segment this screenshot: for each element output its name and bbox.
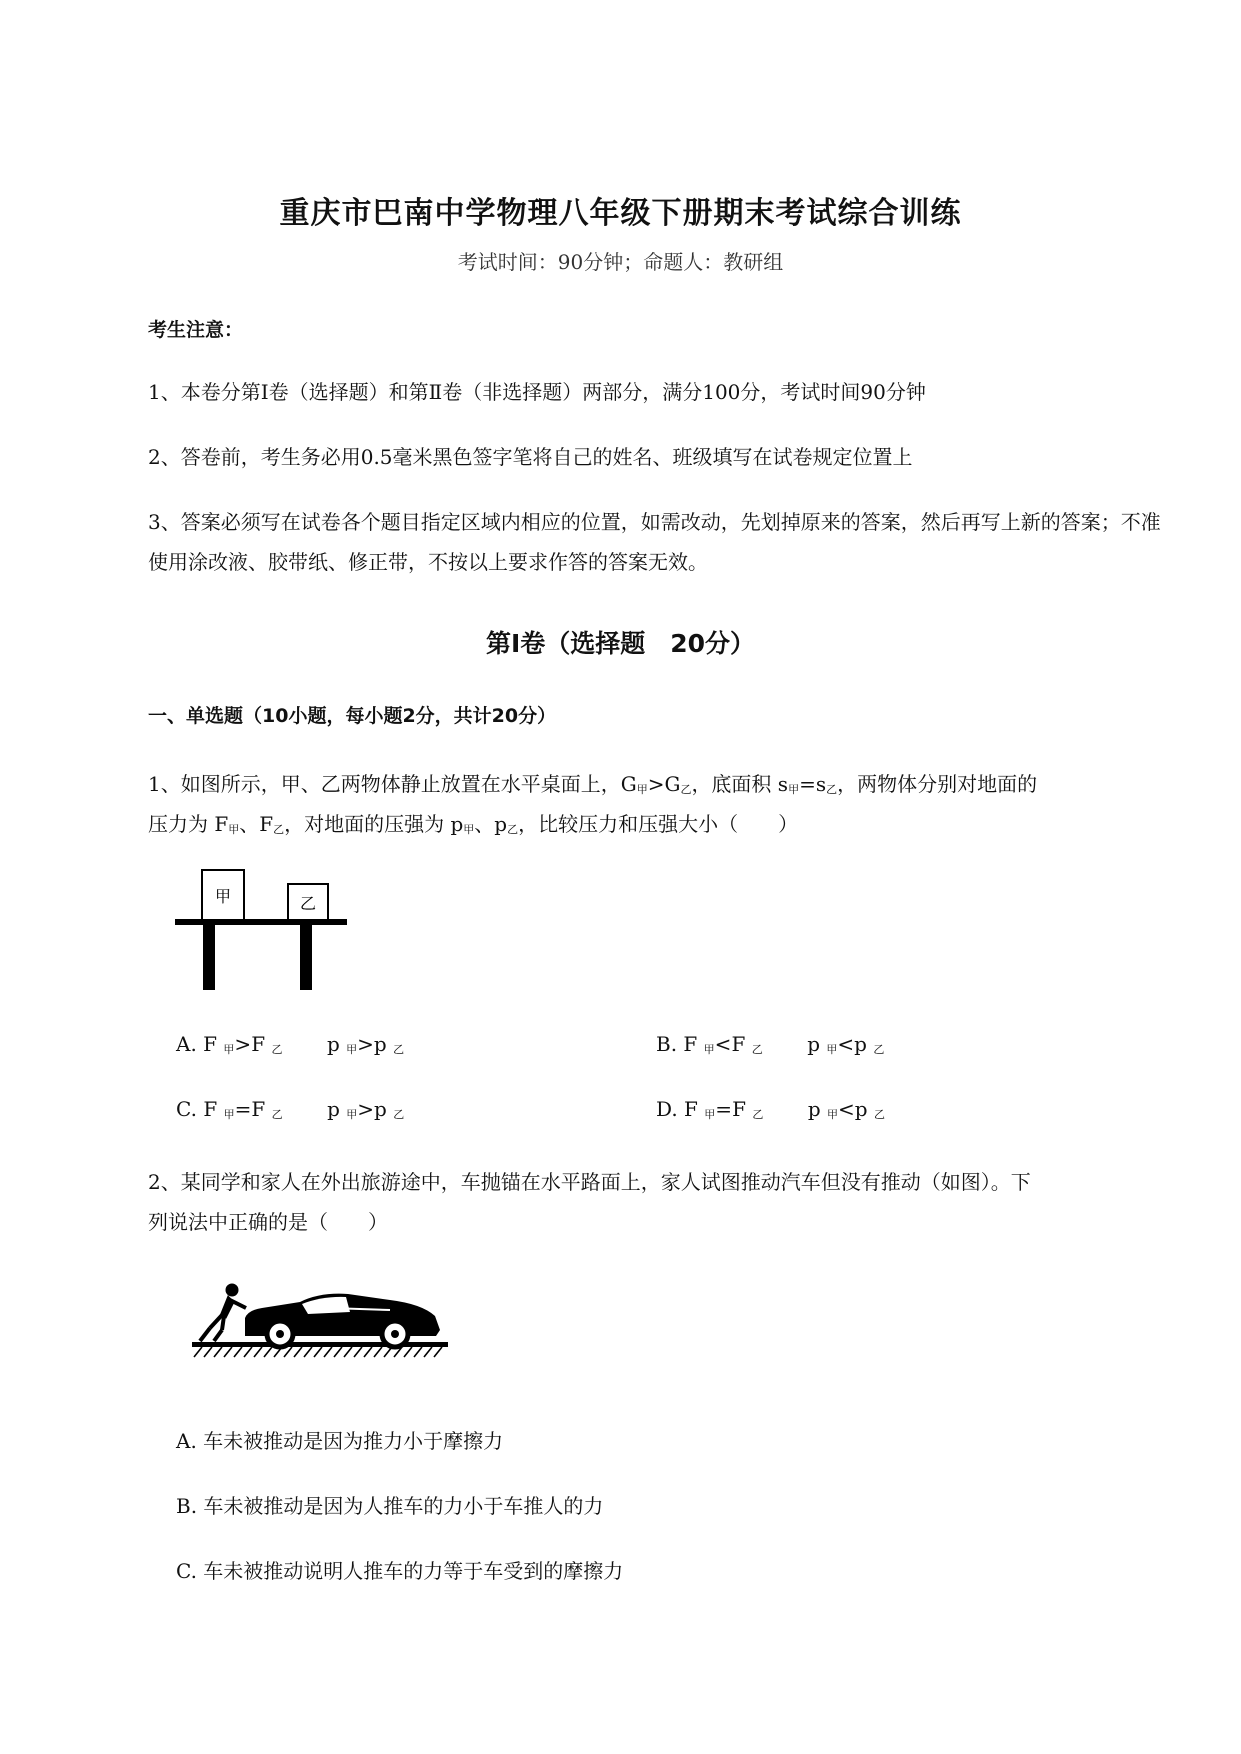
notice-item-1: 1、本卷分第I卷（选择题）和第Ⅱ卷（非选择题）两部分，满分100分，考试时间90分钟 bbox=[148, 380, 926, 404]
q1-option-a[interactable]: A. F $_甲$>F $_乙$ p $_甲$>p $_乙$ bbox=[176, 1032, 405, 1056]
ground bbox=[192, 1342, 448, 1347]
table-top bbox=[175, 919, 347, 925]
notice-item-3: 3、答案必须写在试卷各个题目指定区域内相应的位置，如需改动，先划掉原来的答案，然后再写上新的答案；不准使用涂改液、胶带纸、修正带，不按以上要求作答的答案无效。 bbox=[148, 510, 1161, 574]
q2-stem-line2: 列说法中正确的是（ ） bbox=[148, 1210, 388, 1234]
part-heading: 一、单选题（10小题，每小题2分，共计20分） bbox=[148, 705, 557, 727]
table-leg-right bbox=[300, 925, 312, 990]
notice-heading: 考生注意： bbox=[148, 319, 244, 341]
exam-subtitle: 考试时间：90分钟；命题人：教研组 bbox=[457, 250, 784, 274]
ground-hatch bbox=[194, 1347, 442, 1357]
person-pushing bbox=[200, 1284, 246, 1341]
box-yi-label: 乙 bbox=[299, 894, 317, 913]
q2-stem-line1: 2、某同学和家人在外出旅游途中，车抛锚在水平路面上，家人试图推动汽车但没有推动（如图）。下 bbox=[148, 1170, 1031, 1194]
q1-stem-line2: 压力为 $F_甲$、$F_乙$，对地面的压强为 $p_甲$、$p_乙$，比较压力和压强大小（ ） bbox=[148, 812, 799, 836]
section-title: 第I卷（选择题 20分） bbox=[485, 629, 756, 658]
q1-stem-line1: 1、如图所示，甲、乙两物体静止放置在水平桌面上，$G_甲>G_乙$，底面积 $s_甲=s_乙$，两物体分别对地面的 bbox=[148, 772, 1038, 796]
q2-option-c[interactable]: C. 车未被推动说明人推车的力等于车受到的摩擦力 bbox=[176, 1559, 624, 1583]
q1-option-b[interactable]: B. F $_甲$<F $_乙$ p $_甲$<p $_乙$ bbox=[656, 1032, 885, 1056]
table-leg-left bbox=[203, 925, 215, 990]
q2-option-a[interactable]: A. 车未被推动是因为推力小于摩擦力 bbox=[176, 1429, 504, 1453]
q1-option-d[interactable]: D. F $_甲$=F $_乙$ p $_甲$<p $_乙$ bbox=[656, 1097, 885, 1121]
q2-option-b[interactable]: B. 车未被推动是因为人推车的力小于车推人的力 bbox=[176, 1494, 604, 1518]
q1-option-c[interactable]: C. F $_甲$=F $_乙$ p $_甲$>p $_乙$ bbox=[176, 1097, 405, 1121]
q1-table-figure bbox=[170, 868, 355, 992]
q2-push-car-figure bbox=[190, 1282, 455, 1362]
box-jia-label: 甲 bbox=[214, 887, 232, 906]
exam-title: 重庆市巴南中学物理八年级下册期末考试综合训练 bbox=[279, 196, 962, 231]
notice-item-2: 2、答卷前，考生务必用0.5毫米黑色签字笔将自己的姓名、班级填写在试卷规定位置上 bbox=[148, 445, 913, 469]
